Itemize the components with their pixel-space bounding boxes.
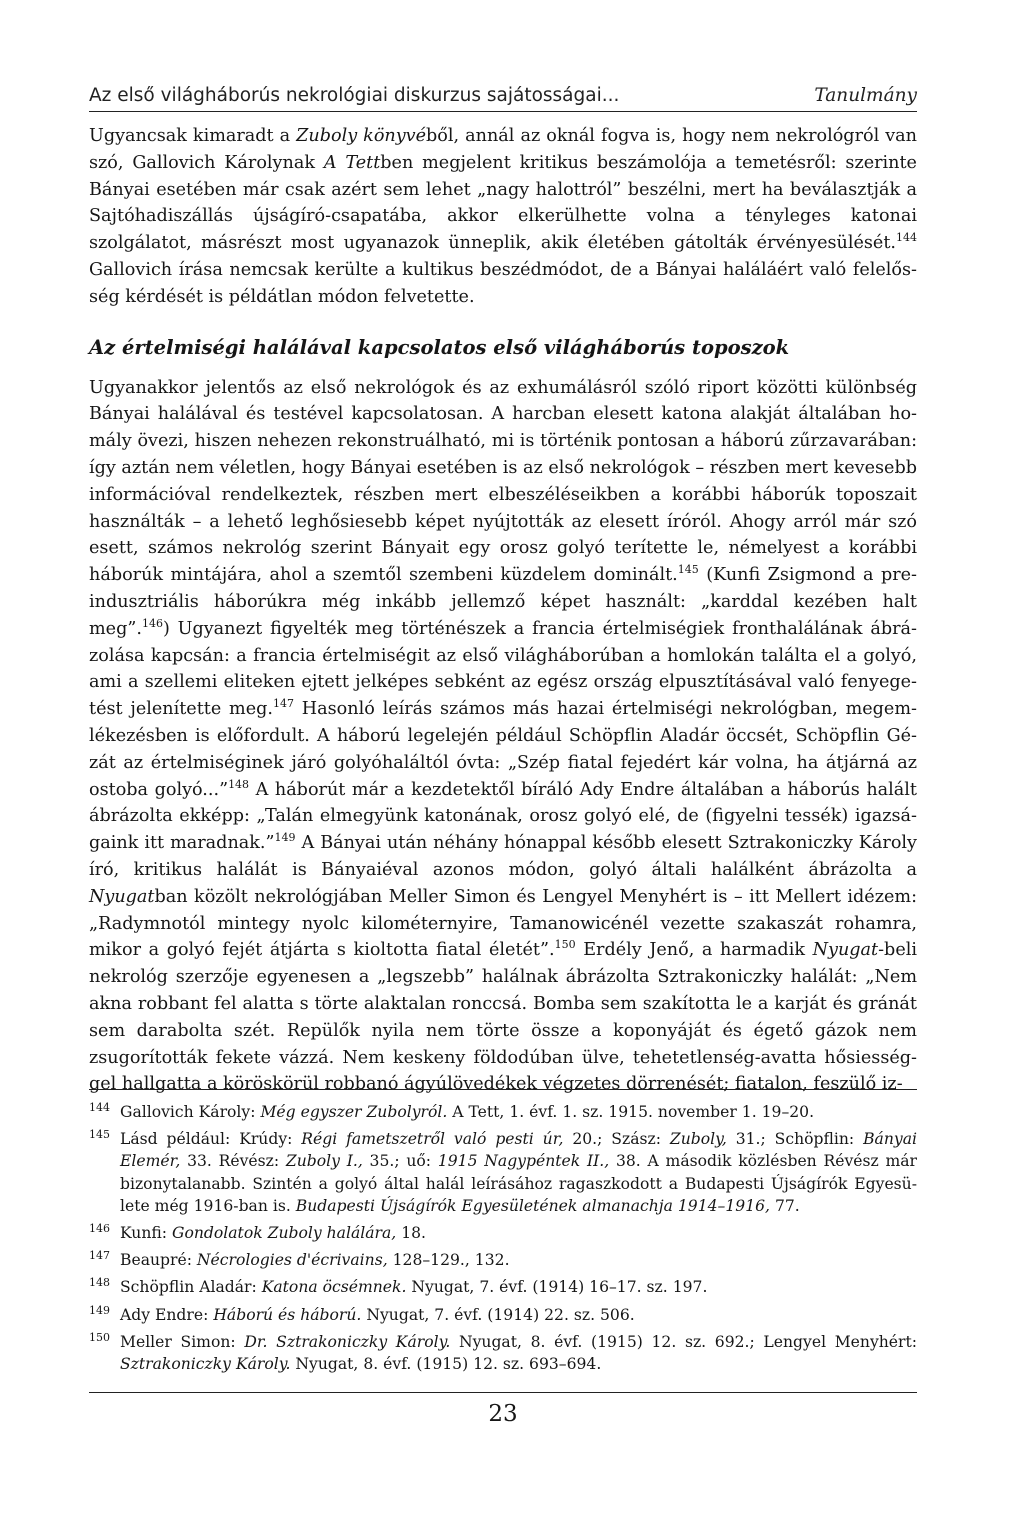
text-span: ban közölt nekrológjában Meller Simon és Lengyel Menyhért is – itt Mellert idézem: „Radymnotól mintegy nyolc kilométernyire, Tamanowicénél vezette szakaszát rohamra, mikor a golyó fejét átjárta s kioltotta fiatal életét”. [89, 886, 917, 961]
footnote-number: 146 [89, 1222, 110, 1236]
text-span: A Bányai után néhány hónappal később elesett Sztrakoniczky Károly író, kritikus halálát is Bányaiéval azonos módon, golyó általi halálként ábrázolta a [89, 833, 917, 880]
title-italic: A Tett [323, 152, 381, 173]
section-heading: Az értelmiségi halálával kapcsolatos első világháborús toposzok [89, 335, 790, 359]
footnote-text: Schöpflin Aladár: Katona öcsémnek. Nyugat, 7. évf. (1914) 16–17. sz. 197. [120, 1278, 708, 1297]
text-span: ből, annál az oknál fogva is, hogy nem nekrológról van szó, Gallovich Károlynak [89, 126, 917, 173]
footnote-separator [89, 1089, 917, 1090]
title-italic: Zuboly könyvé [296, 126, 427, 146]
footnote-ref-146[interactable]: 146 [141, 616, 163, 630]
footnote-number: 144 [89, 1101, 110, 1114]
text-span: Erdély Jenő, a harmadik [575, 940, 813, 961]
text-span: -beli nekrológ szerzője egyenesen a „legszebb” halálnak ábrázolta Sztrakoniczky halálát: „Nem akna robbant fel alatta s törte alaktalan ronccsá. Bomba sem szakította le a karját és gránát sem darabolta szét. Repülők nyila nem törte össze a koponyáját és égető gázok nem zsugorították fekete vázzá. Nem keskeny földodúban ülve, tehetetlenség-avatta hősiességgel hallgatta a köröskörül robbanó ágyúlövedékek végzetes dörrenését; fiatalon, feszülő iz- [89, 940, 917, 1095]
footnote-ref-149[interactable]: 149 [274, 831, 296, 845]
text-span: (Kunfi Zsigmond a preindusztriális háborúkra még inkább jellemző képet használt: „karddal kezében halt meg”. [89, 565, 917, 639]
footnote-number: 147 [89, 1249, 110, 1263]
text-span: ) Ugyanezt figyelték meg történészek a francia értelmiségiek fronthalálának ábrázolása kapcsán: a francia értelmiségit az első világháborúban a homlokán találta el a golyó, ami a szellemi eliteken ejtett jelképes sebként az egész ország elpusztításával való fenyegetést jelenítette meg. [89, 618, 917, 720]
page-number: 23 [89, 1392, 917, 1427]
footnote-text: Gallovich Károly: Még egyszer Zubolyról. A Tett, 1. évf. 1. sz. 1915. november 1. 19–20. [120, 1103, 815, 1121]
running-head-title: Az első világháborús nekrológiai diskurzus sajátosságai... [89, 85, 620, 106]
footnote-text: Lásd például: Krúdy: Régi fametszetről való pesti úr, 20.; Szász: Zuboly, 31.; Schöpflin: Bányai Elemér, 33. Révész: Zuboly I., 35.; uő: 1915 Nagypéntek II., 38. A második közlésben Révész már bizonytalanabb. Szintén a golyó által halál leírásához ragaszkodott a Budapesti Újságírók Egyesülete még 1916-ban is. Budapesti Újságírók Egyesületének almanachja 1914–1916, 77. [120, 1130, 918, 1215]
footnote-147 [89, 1249, 917, 1271]
footnote-ref-150[interactable]: 150 [554, 938, 576, 952]
footnote-number: 150 [89, 1330, 110, 1344]
title-italic: Nyugat [812, 940, 879, 961]
title-italic: Nyugat [89, 886, 155, 907]
footnote-ref-145[interactable]: 145 [677, 563, 699, 577]
footnote-number: 148 [89, 1276, 110, 1290]
running-head [89, 85, 917, 112]
footnote-ref-144[interactable]: 144 [896, 231, 917, 245]
text-span: Gallovich írása nemcsak kerülte a kultikus beszédmódot, de a Bányai haláláért való felelősség kérdését is példátlan módon felvetette. [89, 259, 917, 307]
paragraph-2 [89, 375, 917, 1099]
text-span: Ugyanakkor jelentős az első nekrológok és az exhumálásról szóló riport közötti különbség Bányai halálával és testével kapcsolatosan. A harcban elesett katona alakját általában homály övezi, hiszen nehezen rekonstruálható, mi is történik pontosan a háború zűrzavarában: így aztán nem véletlen, hogy Bányai esetében is az első nekrológok – részben mert kevesebb információval rendelkeztek, részben mert elbeszéléseikben a korábbi háborúk toposzait használták – a lehető leghősiesebb képet nyújtották az elesett íróról. Ahogy arról már szó esett, számos nekrológ szerint Bányait egy orosz golyó terítette le, némelyest a korábbi háborúk mintájára, ahol a szemtől szembeni küzdelem dominált. [89, 377, 917, 586]
text-span: Hasonló leírás számos más hazai értelmiségi nekrológban, megemlékezésben is előfordult. A háború legelején például Schöpflin Aladár öccsét, Schöpflin Gézát az értelmiséginek járó golyóhaláltól óvta: „Szép fiatal fejedért kár volna, ha átjárná az ostoba golyó...” [89, 699, 917, 800]
footnote-148 [89, 1276, 917, 1298]
footnote-ref-147[interactable]: 147 [273, 697, 295, 711]
footnote-145 [89, 1128, 917, 1217]
footnote-ref-148[interactable]: 148 [228, 777, 250, 791]
footnote-146 [89, 1222, 917, 1244]
footnote-150 [89, 1331, 917, 1375]
footnote-text: Beaupré: Nécrologies d'écrivains, 128–129., 132. [120, 1251, 510, 1270]
footnote-149 [89, 1304, 917, 1326]
footnote-text: Meller Simon: Dr. Sztrakoniczky Károly. Nyugat, 8. évf. (1915) 12. sz. 692.; Lengyel Menyhért: Sztrakoniczky Károly. Nyugat, 8. évf. (1915) 12. sz. 693–694. [120, 1332, 917, 1374]
footnote-text: Ady Endre: Háború és háború. Nyugat, 7. évf. (1914) 22. sz. 506. [120, 1305, 635, 1324]
paragraph-1 [89, 123, 917, 311]
footnote-144 [89, 1101, 917, 1123]
text-span: ben megjelent kritikus beszámolója a temetésről: szerinte Bányai esetében már csak azért sem lehet „nagy halottról” beszélni, mert ha beválasztják a Sajtóhadiszállás újságíró-csapatába, akkor elkerülhette volna a tényleges katonai szolgálatot, másrészt most ugyanazok ünneplik, akik életében gátolták érvényesülését. [89, 152, 917, 254]
footnotes [89, 1101, 917, 1380]
footnote-text: Kunfi: Gondolatok Zuboly halálára, 18. [120, 1224, 427, 1243]
footnote-number: 149 [89, 1303, 110, 1317]
footnote-number: 145 [89, 1128, 110, 1142]
text-span: Ugyancsak kimaradt a [89, 126, 297, 146]
text-span: A háborút már a kezdetektől bíráló Ady Endre általában a háborús halált ábrázolta ekképp: „Talán elmegyünk katonának, orosz golyó elé, de (figyelni tessék) igazságaink itt maradnak.” [89, 779, 917, 854]
running-head-section: Tanulmány [814, 85, 917, 106]
body-text [89, 123, 917, 1098]
